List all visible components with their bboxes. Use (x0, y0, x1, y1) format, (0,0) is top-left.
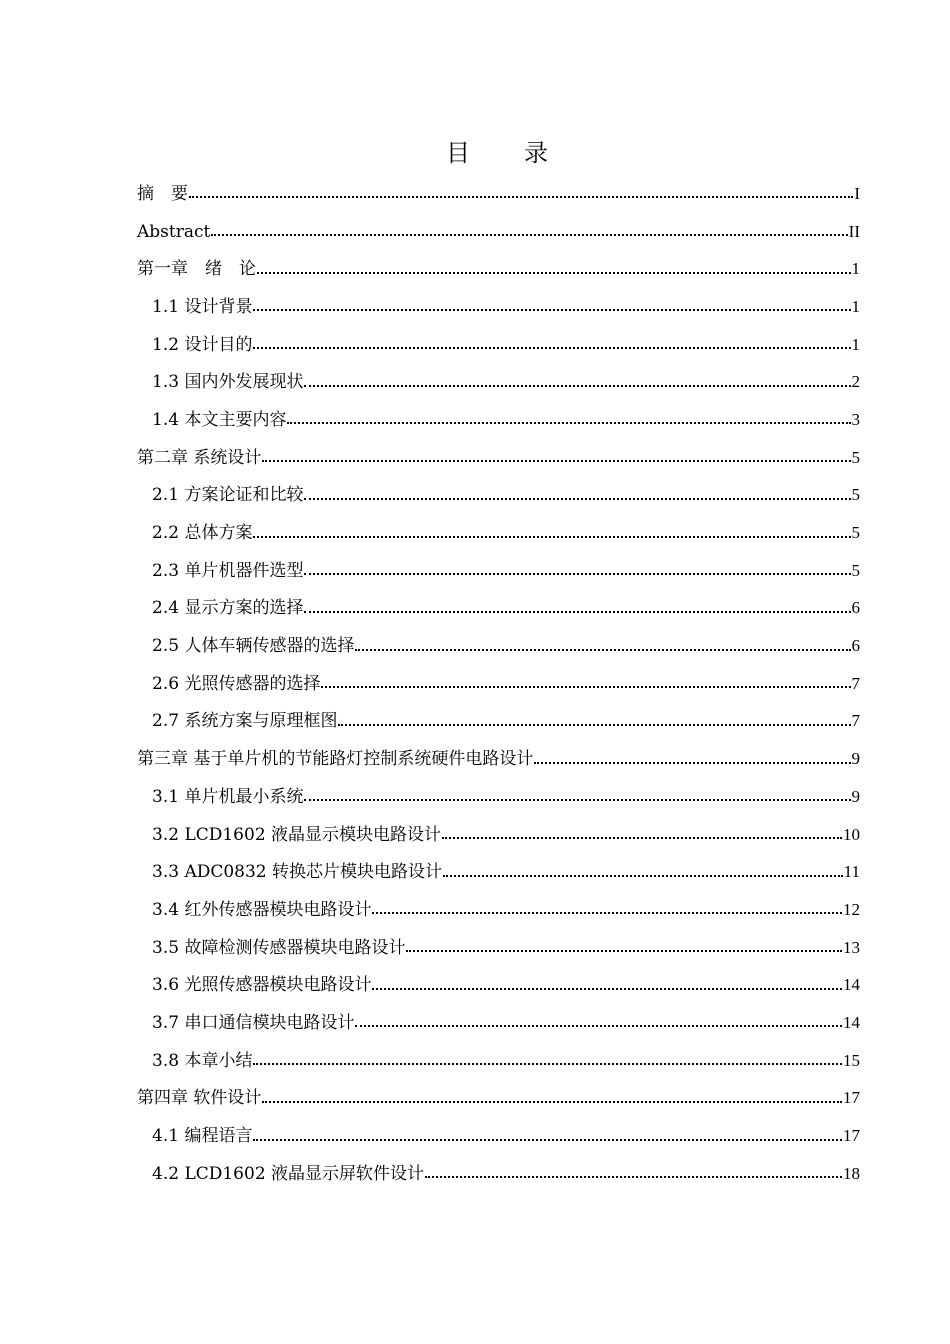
toc-entry-page: 17 (843, 1088, 860, 1108)
toc-entry-label: 1.1 设计背景 (152, 296, 253, 317)
toc-entry[interactable] (137, 363, 860, 401)
toc-entry-page: II (848, 221, 860, 241)
dot-leader (253, 536, 850, 538)
toc-entry[interactable] (137, 778, 860, 816)
toc-entry-page: 5 (851, 523, 860, 543)
toc-entry-page: 10 (843, 824, 860, 844)
toc-entry-page: 5 (851, 485, 860, 505)
dot-leader (406, 950, 842, 952)
toc-entry[interactable] (137, 514, 860, 552)
toc-entry-label: 第二章 系统设计 (137, 447, 262, 468)
toc-entry-page: 6 (851, 598, 860, 618)
toc-entry[interactable] (137, 740, 860, 778)
dot-leader (253, 1139, 842, 1141)
dot-leader (253, 1063, 842, 1065)
toc-entry-page: 9 (851, 786, 860, 806)
toc-list (137, 175, 860, 1193)
toc-entry-page: 14 (843, 975, 860, 995)
toc-entry-page: 1 (851, 334, 860, 354)
toc-entry-page: 18 (843, 1163, 860, 1183)
toc-entry[interactable] (137, 401, 860, 439)
toc-entry[interactable] (137, 1080, 860, 1118)
toc-entry-label: 2.1 方案论证和比较 (152, 485, 304, 506)
dot-leader (338, 724, 850, 726)
toc-entry-page: 6 (851, 636, 860, 656)
toc-entry-label: 3.7 串口通信模块电路设计 (152, 1012, 355, 1033)
dot-leader (257, 272, 851, 274)
toc-entry-label: 2.6 光照传感器的选择 (152, 673, 321, 694)
dot-leader (304, 611, 850, 613)
dot-leader (355, 649, 850, 651)
toc-entry-page: 14 (843, 1012, 860, 1032)
toc-entry-label: 3.8 本章小结 (152, 1050, 253, 1071)
toc-entry-page: 12 (843, 899, 860, 919)
toc-entry[interactable] (137, 1042, 860, 1080)
toc-entry[interactable] (137, 1117, 860, 1155)
toc-entry-page: 9 (851, 749, 860, 769)
dot-leader (442, 837, 842, 839)
toc-entry-page: 17 (843, 1126, 860, 1146)
toc-entry-page: 3 (851, 409, 860, 429)
toc-entry-label: 第一章 绪 论 (137, 259, 256, 280)
toc-entry-page: 2 (851, 372, 860, 392)
toc-entry[interactable] (137, 326, 860, 364)
toc-entry[interactable] (137, 891, 860, 929)
toc-entry-page: I (854, 183, 860, 203)
toc-entry[interactable] (137, 816, 860, 854)
dot-leader (304, 385, 850, 387)
toc-entry-label: 1.3 国内外发展现状 (152, 372, 304, 393)
toc-entry-label: 第三章 基于单片机的节能路灯控制系统硬件电路设计 (137, 749, 534, 770)
toc-entry-label: 2.5 人体车辆传感器的选择 (152, 636, 355, 657)
dot-leader (321, 686, 850, 688)
toc-entry-page: 1 (851, 296, 860, 316)
toc-entry[interactable] (137, 929, 860, 967)
toc-entry[interactable] (137, 1155, 860, 1193)
toc-entry[interactable] (137, 1004, 860, 1042)
toc-entry[interactable] (137, 288, 860, 326)
toc-entry[interactable] (137, 439, 860, 477)
dot-leader (189, 196, 853, 198)
toc-entry-label: 4.1 编程语言 (152, 1126, 253, 1147)
toc-entry-page: 7 (851, 673, 860, 693)
toc-entry[interactable] (137, 853, 860, 891)
dot-leader (372, 912, 842, 914)
dot-leader (304, 498, 850, 500)
toc-entry[interactable] (137, 590, 860, 628)
dot-leader (253, 309, 850, 311)
toc-entry-label: 3.4 红外传感器模块电路设计 (152, 899, 372, 920)
toc-entry[interactable] (137, 966, 860, 1004)
toc-entry-page: 5 (851, 447, 860, 467)
toc-entry-page: 13 (843, 937, 860, 957)
toc-entry-label: 摘 要 (137, 183, 188, 204)
toc-entry-page: 11 (843, 862, 860, 882)
toc-entry-label: 1.2 设计目的 (152, 334, 253, 355)
dot-leader (287, 422, 850, 424)
toc-entry-label: 3.1 单片机最小系统 (152, 786, 304, 807)
toc-entry[interactable] (137, 250, 860, 288)
toc-entry-label: 2.4 显示方案的选择 (152, 598, 304, 619)
toc-entry[interactable] (137, 627, 860, 665)
dot-leader (262, 460, 850, 462)
toc-entry-label: 3.5 故障检测传感器模块电路设计 (152, 937, 406, 958)
toc-entry-page: 15 (843, 1050, 860, 1070)
dot-leader (443, 875, 843, 877)
toc-entry[interactable] (137, 213, 860, 251)
dot-leader (355, 1025, 842, 1027)
toc-entry-label: 4.2 LCD1602 液晶显示屏软件设计 (152, 1163, 425, 1184)
dot-leader (372, 988, 842, 990)
toc-entry[interactable] (137, 552, 860, 590)
dot-leader (534, 762, 850, 764)
toc-entry-label: 2.3 单片机器件选型 (152, 560, 304, 581)
toc-entry[interactable] (137, 703, 860, 741)
toc-entry-label: 第四章 软件设计 (137, 1088, 262, 1109)
toc-entry-label: Abstract (137, 221, 211, 242)
dot-leader (304, 573, 850, 575)
toc-entry-page: 1 (851, 259, 860, 279)
toc-entry-label: 2.2 总体方案 (152, 523, 253, 544)
toc-title: 目 录 (446, 139, 550, 167)
toc-entry-label: 3.3 ADC0832 转换芯片模块电路设计 (152, 862, 443, 883)
dot-leader (253, 347, 850, 349)
dot-leader (211, 234, 847, 236)
dot-leader (262, 1101, 842, 1103)
dot-leader (304, 799, 850, 801)
toc-entry-page: 5 (851, 560, 860, 580)
toc-entry[interactable] (137, 175, 860, 213)
toc-entry-label: 3.2 LCD1602 液晶显示模块电路设计 (152, 824, 442, 845)
toc-entry-page: 7 (851, 711, 860, 731)
toc-entry[interactable] (137, 477, 860, 515)
dot-leader (425, 1176, 842, 1178)
toc-entry[interactable] (137, 665, 860, 703)
toc-entry-label: 3.6 光照传感器模块电路设计 (152, 975, 372, 996)
toc-entry-label: 1.4 本文主要内容 (152, 409, 287, 430)
toc-entry-label: 2.7 系统方案与原理框图 (152, 711, 338, 732)
